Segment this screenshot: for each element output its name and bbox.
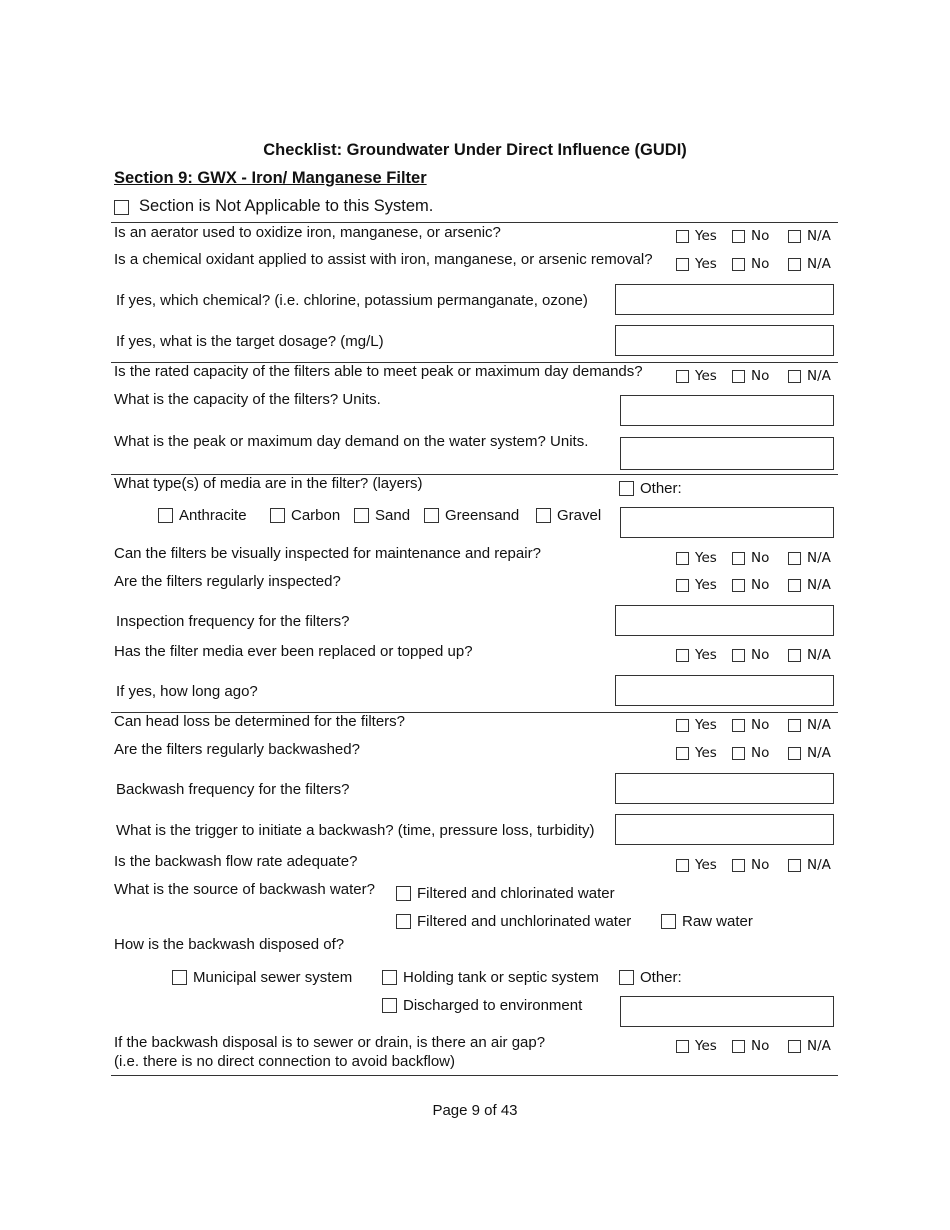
target-dosage-field[interactable] [615, 325, 834, 356]
divider [111, 222, 838, 223]
question-rated-capacity: Is the rated capacity of the filters able to meet peak or maximum day demands? [114, 363, 643, 380]
which-chemical-field[interactable] [615, 284, 834, 315]
visual-inspect-yes-checkbox[interactable] [676, 552, 689, 565]
question-target-dosage: If yes, what is the target dosage? (mg/L) [116, 333, 384, 350]
rated-capacity-na-checkbox[interactable] [788, 370, 801, 383]
chemical-oxidant-no-checkbox[interactable] [732, 258, 745, 271]
disposal-other-option: Other: [619, 969, 682, 986]
question-media-replaced: Has the filter media ever been replaced or topped up? [114, 643, 473, 660]
media-sand-checkbox[interactable] [354, 508, 369, 523]
question-backwash-frequency: Backwash frequency for the filters? [116, 781, 350, 798]
question-air-gap: If the backwash disposal is to sewer or drain, is there an air gap? [114, 1034, 546, 1051]
backwash-trigger-field[interactable] [615, 814, 834, 845]
question-head-loss: Can head loss be determined for the filters? [114, 713, 405, 730]
aerator-na-checkbox[interactable] [788, 230, 801, 243]
source-filtered-chlorinated-option: Filtered and chlorinated water [396, 885, 615, 902]
source-raw-water-checkbox[interactable] [661, 914, 676, 929]
question-backwash-flow-rate: Is the backwash flow rate adequate? [114, 853, 358, 870]
section-title: Section 9: GWX - Iron/ Manganese Filter [114, 169, 427, 187]
regularly-inspected-no-checkbox[interactable] [732, 579, 745, 592]
source-filtered-unchlorinated-option: Filtered and unchlorinated water [396, 913, 631, 930]
source-filtered-unchlorinated-checkbox[interactable] [396, 914, 411, 929]
not-applicable-checkbox[interactable] [114, 200, 129, 215]
question-regularly-inspected: Are the filters regularly inspected? [114, 573, 341, 590]
question-backwash-disposal: How is the backwash disposed of? [114, 936, 345, 953]
regularly-backwashed-yes-checkbox[interactable] [676, 747, 689, 760]
chemical-oxidant-na-checkbox[interactable] [788, 258, 801, 271]
question-backwash-source: What is the source of backwash water? [114, 881, 375, 898]
divider [111, 1075, 838, 1076]
disposal-municipal-sewer-option: Municipal sewer system [172, 969, 352, 986]
question-media-type: What type(s) of media are in the filter? (layers) [114, 475, 423, 492]
question-peak-demand: What is the peak or maximum day demand on the water system? Units. [114, 433, 589, 450]
disposal-environment-checkbox[interactable] [382, 998, 397, 1013]
disposal-holding-tank-checkbox[interactable] [382, 970, 397, 985]
document-title: Checklist: Groundwater Under Direct Influence (GUDI) [263, 141, 687, 159]
peak-demand-field[interactable] [620, 437, 834, 470]
media-replaced-yes-checkbox[interactable] [676, 649, 689, 662]
disposal-holding-tank-option: Holding tank or septic system [382, 969, 599, 986]
aerator-no-checkbox[interactable] [732, 230, 745, 243]
question-air-gap-note: (i.e. there is no direct connection to avoid backflow) [114, 1053, 456, 1070]
disposal-other-checkbox[interactable] [619, 970, 634, 985]
rated-capacity-no-checkbox[interactable] [732, 370, 745, 383]
question-inspection-frequency: Inspection frequency for the filters? [116, 613, 350, 630]
source-filtered-chlorinated-checkbox[interactable] [396, 886, 411, 901]
media-greensand-checkbox[interactable] [424, 508, 439, 523]
media-carbon-option: Carbon [270, 507, 340, 524]
media-other-field[interactable] [620, 507, 834, 538]
backwash-flow-rate-na-checkbox[interactable] [788, 859, 801, 872]
question-visual-inspect: Can the filters be visually inspected for maintenance and repair? [114, 545, 541, 562]
media-replaced-na-checkbox[interactable] [788, 649, 801, 662]
head-loss-yes-checkbox[interactable] [676, 719, 689, 732]
regularly-inspected-yes-checkbox[interactable] [676, 579, 689, 592]
rated-capacity-yes-checkbox[interactable] [676, 370, 689, 383]
air-gap-yes-checkbox[interactable] [676, 1040, 689, 1053]
question-chemical-oxidant: Is a chemical oxidant applied to assist with iron, manganese, or arsenic removal? [114, 251, 653, 268]
chemical-oxidant-yes-checkbox[interactable] [676, 258, 689, 271]
question-capacity-units: What is the capacity of the filters? Units. [114, 391, 381, 408]
disposal-other-field[interactable] [620, 996, 834, 1027]
media-gravel-checkbox[interactable] [536, 508, 551, 523]
regularly-inspected-na-checkbox[interactable] [788, 579, 801, 592]
air-gap-no-checkbox[interactable] [732, 1040, 745, 1053]
head-loss-no-checkbox[interactable] [732, 719, 745, 732]
how-long-ago-field[interactable] [615, 675, 834, 706]
media-anthracite-option: Anthracite [158, 507, 247, 524]
media-other-checkbox[interactable] [619, 481, 634, 496]
media-anthracite-checkbox[interactable] [158, 508, 173, 523]
air-gap-na-checkbox[interactable] [788, 1040, 801, 1053]
question-aerator: Is an aerator used to oxidize iron, manganese, or arsenic? [114, 224, 501, 241]
question-regularly-backwashed: Are the filters regularly backwashed? [114, 741, 360, 758]
media-replaced-no-checkbox[interactable] [732, 649, 745, 662]
inspection-frequency-field[interactable] [615, 605, 834, 636]
visual-inspect-na-checkbox[interactable] [788, 552, 801, 565]
media-gravel-option: Gravel [536, 507, 601, 524]
media-carbon-checkbox[interactable] [270, 508, 285, 523]
regularly-backwashed-na-checkbox[interactable] [788, 747, 801, 760]
backwash-frequency-field[interactable] [615, 773, 834, 804]
backwash-flow-rate-yes-checkbox[interactable] [676, 859, 689, 872]
question-which-chemical: If yes, which chemical? (i.e. chlorine, potassium permanganate, ozone) [116, 292, 588, 309]
disposal-environment-option: Discharged to environment [382, 997, 582, 1014]
media-other-option: Other: [619, 480, 682, 497]
not-applicable-row [114, 197, 433, 216]
page-number: Page 9 of 43 [432, 1102, 518, 1119]
head-loss-na-checkbox[interactable] [788, 719, 801, 732]
media-sand-option: Sand [354, 507, 410, 524]
source-raw-water-option: Raw water [661, 913, 753, 930]
media-greensand-option: Greensand [424, 507, 519, 524]
regularly-backwashed-no-checkbox[interactable] [732, 747, 745, 760]
not-applicable-label: Section is Not Applicable to this System. [139, 197, 434, 215]
capacity-units-field[interactable] [620, 395, 834, 426]
backwash-flow-rate-no-checkbox[interactable] [732, 859, 745, 872]
aerator-yes-checkbox[interactable] [676, 230, 689, 243]
disposal-municipal-sewer-checkbox[interactable] [172, 970, 187, 985]
visual-inspect-no-checkbox[interactable] [732, 552, 745, 565]
question-backwash-trigger: What is the trigger to initiate a backwash? (time, pressure loss, turbidity) [116, 822, 595, 839]
question-how-long-ago: If yes, how long ago? [116, 683, 258, 700]
